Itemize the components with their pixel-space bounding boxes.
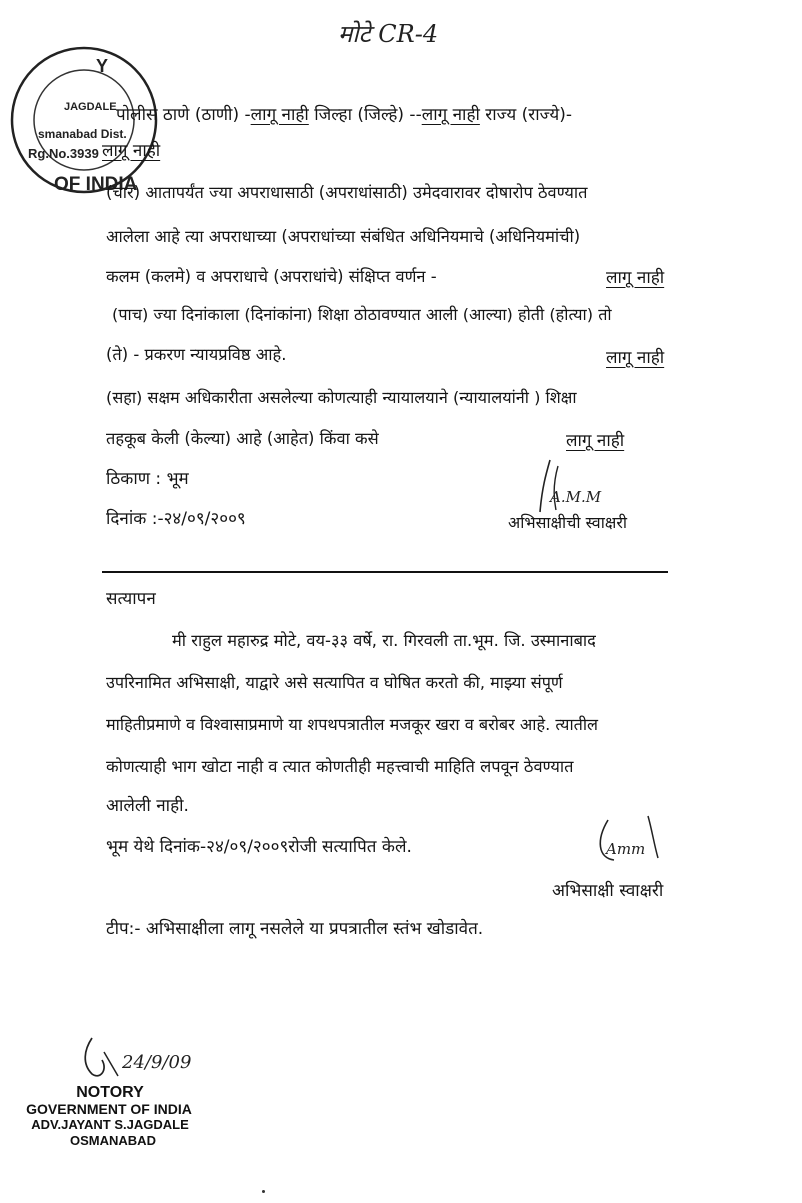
police-station-label: पोलीस ठाणे (ठाणी) - bbox=[116, 105, 251, 125]
verification-heading: सत्यापन bbox=[106, 589, 156, 609]
notary-title: NOTORY bbox=[76, 1084, 144, 1101]
charge-na: लागू नाही bbox=[606, 268, 665, 288]
district-na: लागू नाही bbox=[421, 105, 480, 125]
district-label: जिल्हा (जिल्हे) -- bbox=[308, 105, 422, 125]
deponent-signature-label-1: अभिसाक्षीची स्वाक्षरी bbox=[508, 513, 628, 532]
charge-line-1: (चार) आतापर्यंत ज्या अपराधासाठी (अपराधांसाठी) उमेदवारावर दोषारोप ठेवण्यात bbox=[106, 183, 588, 202]
jurisdiction-line-1 bbox=[116, 104, 572, 126]
stamp-line2: smanabad Dist. bbox=[38, 127, 127, 141]
signature-1-hand: A.M.M bbox=[550, 488, 602, 506]
state-label: राज्य (राज्ये)- bbox=[479, 105, 572, 125]
deponent-signature-label-2: अभिसाक्षी स्वाक्षरी bbox=[552, 881, 664, 901]
police-station-na: लागू नाही bbox=[250, 105, 309, 125]
verification-line-5: आलेली नाही. bbox=[106, 796, 189, 816]
verification-line-3: माहितीप्रमाणे व विश्वासाप्रमाणे या शपथपत्रातील मजकूर खरा व बरोबर आहे. त्यातील bbox=[106, 715, 599, 734]
charge-line-3: कलम (कलमे) व अपराधाचे (अपराधांचे) संक्षिप्त वर्णन - bbox=[106, 267, 437, 286]
stamp-line1: JAGDALE bbox=[64, 101, 117, 113]
deponent-signature-2 bbox=[588, 810, 688, 880]
sentence-stay-line-1: (सहा) सक्षम अधिकारीता असलेल्या कोणत्याही न्यायालयाने (न्यायालयांनी ) शिक्षा bbox=[106, 388, 577, 407]
notary-name: ADV.JAYANT S.JAGDALE bbox=[31, 1117, 189, 1132]
sworn-statement: भूम येथे दिनांक-२४/०९/२००९रोजी सत्यापित केले. bbox=[106, 837, 412, 857]
scan-speck bbox=[262, 1190, 265, 1193]
conviction-date-na: लागू नाही bbox=[606, 348, 665, 368]
conviction-date-line-2: (ते) - प्रकरण न्यायप्रविष्ठ आहे. bbox=[106, 345, 287, 364]
handwritten-title: मोटे CR-4 bbox=[338, 20, 439, 48]
stamp-bottom-text: OF INDIA bbox=[54, 174, 138, 195]
section-divider bbox=[102, 571, 668, 573]
note-text: टीप:- अभिसाक्षीला लागू नसलेले या प्रपत्रातील स्तंभ खोडावेत. bbox=[106, 919, 484, 939]
verification-line-4: कोणत्याही भाग खोटा नाही व त्यात कोणतीही महत्त्वाची माहिति लपवून ठेवण्यात bbox=[106, 757, 574, 776]
sentence-stay-line-2: तहकूब केली (केल्या) आहे (आहेत) किंवा कसे bbox=[106, 429, 379, 448]
conviction-date-line-1: (पाच) ज्या दिनांकाला (दिनांकांना) शिक्षा ठोठावण्यात आली (आल्या) होती (होत्या) तो bbox=[112, 305, 612, 324]
stamp-top-letters: Y bbox=[96, 56, 109, 76]
verification-line-2: उपरिनामित अभिसाक्षी, याद्वारे असे सत्यापित व घोषित करतो की, माझ्या संपूर्ण bbox=[106, 673, 563, 692]
verification-line-1: मी राहुल महारुद्र मोटे, वय-३३ वर्षे, रा. गिरवली ता.भूम. जि. उस्मानाबाद bbox=[172, 631, 596, 650]
signature-2-hand: Amm bbox=[606, 840, 646, 858]
notary-place: OSMANABAD bbox=[70, 1133, 156, 1148]
notary-government: GOVERNMENT OF INDIA bbox=[26, 1101, 192, 1117]
notary-signature bbox=[78, 1030, 198, 1090]
date-line: दिनांक :-२४/०९/२००९ bbox=[106, 509, 246, 529]
state-na: लागू नाही bbox=[102, 141, 161, 161]
stamp-line3: Rg.No.3939 bbox=[28, 146, 99, 161]
place-line: ठिकाण : भूम bbox=[106, 469, 189, 489]
charge-line-2: आलेला आहे त्या अपराधाच्या (अपराधांच्या संबंधित अधिनियमाचे (अधिनियमांची) bbox=[106, 227, 581, 246]
sentence-stay-na: लागू नाही bbox=[566, 431, 625, 451]
notary-hand-date: 24/9/09 bbox=[122, 1052, 192, 1073]
